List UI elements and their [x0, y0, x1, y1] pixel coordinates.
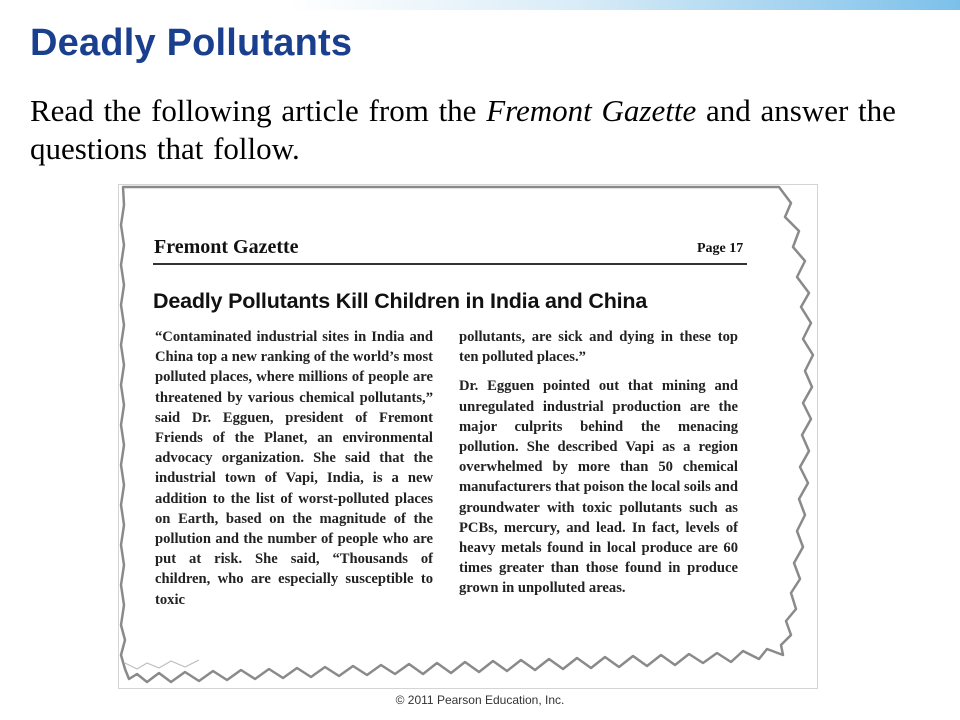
article-paragraph: pollutants, are sick and dying in these top ten polluted places.”: [459, 329, 738, 366]
masthead-divider: [153, 263, 747, 265]
intro-source-name: Fremont Gazette: [486, 93, 697, 128]
copyright-footer: © 2011 Pearson Education, Inc.: [395, 693, 565, 707]
page-number: Page 17: [697, 241, 744, 256]
header-accent-bar: [0, 0, 960, 10]
intro-text: [30, 92, 910, 168]
article-paragraph: Dr. Egguen pointed out that mining and unregulated industrial production are the major culprits behind the menacing pollution. She described Vapi as a region overwhelmed by more than 50 chemical manufacturers that poison the local soils and groundwater with toxic pollutants such as PCBs, mercury, and lead. In fact, levels of heavy metals found in local produce are 60 times greater than those found in produce grown in unpolluted areas.: [459, 378, 738, 597]
newspaper-clipping: [118, 184, 818, 689]
slide-title: Deadly Pollutants: [30, 22, 353, 64]
newspaper-masthead: Fremont Gazette: [154, 236, 299, 258]
intro-text-start: Read the following article from the: [30, 93, 487, 128]
intro-text-end: and answer the questions that follow.: [30, 93, 896, 166]
article-column-right: [459, 327, 738, 599]
article-paragraph: “Contaminated industrial sites in India and China top a new ranking of the world’s most polluted places, where millions of people are threatened by various chemical pollutants,” said Dr. Egguen, president of Fremont Friends of the Planet, an environmental advocacy organization. She said that the industrial town of Vapi, India, is a new addition to the list of worst-polluted places on Earth, based on the magnitude of the pollution and the number of people who are put at risk. She said, “Thousands of children, who are especially susceptible to toxic: [155, 329, 433, 608]
article-column-left: [155, 327, 433, 610]
article-headline: Deadly Pollutants Kill Children in India and China: [153, 289, 648, 313]
